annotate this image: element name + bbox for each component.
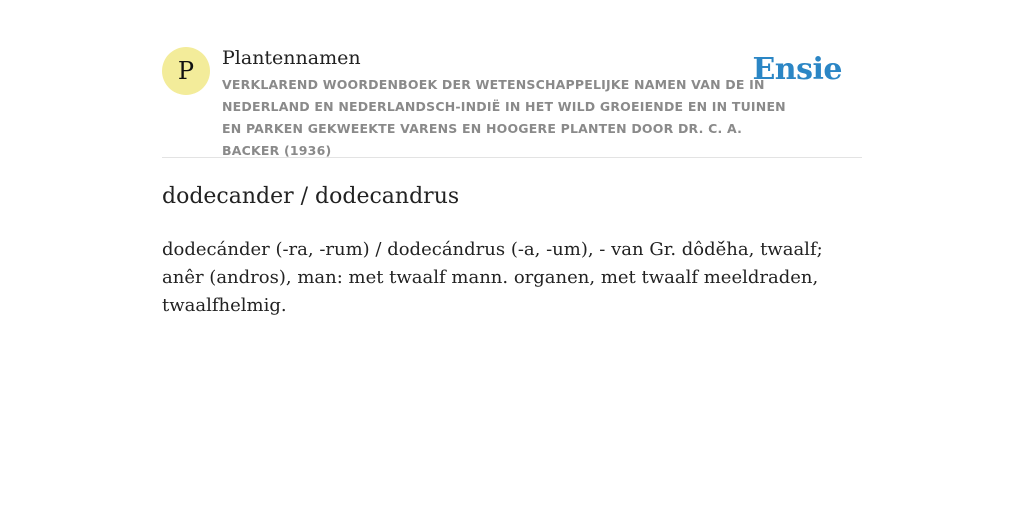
entry-title: dodecander / dodecandrus: [162, 184, 460, 209]
source-title[interactable]: Plantennamen: [222, 47, 361, 69]
entry-definition: dodecánder (-ra, -rum) / dodecándrus (-a, -um), - van Gr. dôdĕ́ha, twaalf; anêr (andros), man: met twaalf mann. organen, met twaalf meeldraden, twaalfhelmig.: [162, 239, 823, 316]
source-subtitle: VERKLAREND WOORDENBOEK DER WETENSCHAPPELIJKE NAMEN VAN DE IN NEDERLAND EN NEDERLANDSCH-INDIË IN HET WILD GROEIENDE EN IN TUINEN EN PARKEN GEKWEEKTE VARENS EN HOOGERE PLANTEN DOOR DR. C. A. BACKER (1936): [222, 77, 786, 158]
avatar-letter: P: [177, 57, 195, 85]
page-container: [162, 44, 862, 320]
source-header: [162, 44, 862, 158]
ensie-logo[interactable]: Ensie: [752, 52, 842, 87]
source-avatar[interactable]: [162, 47, 210, 95]
source-info: [222, 44, 802, 162]
